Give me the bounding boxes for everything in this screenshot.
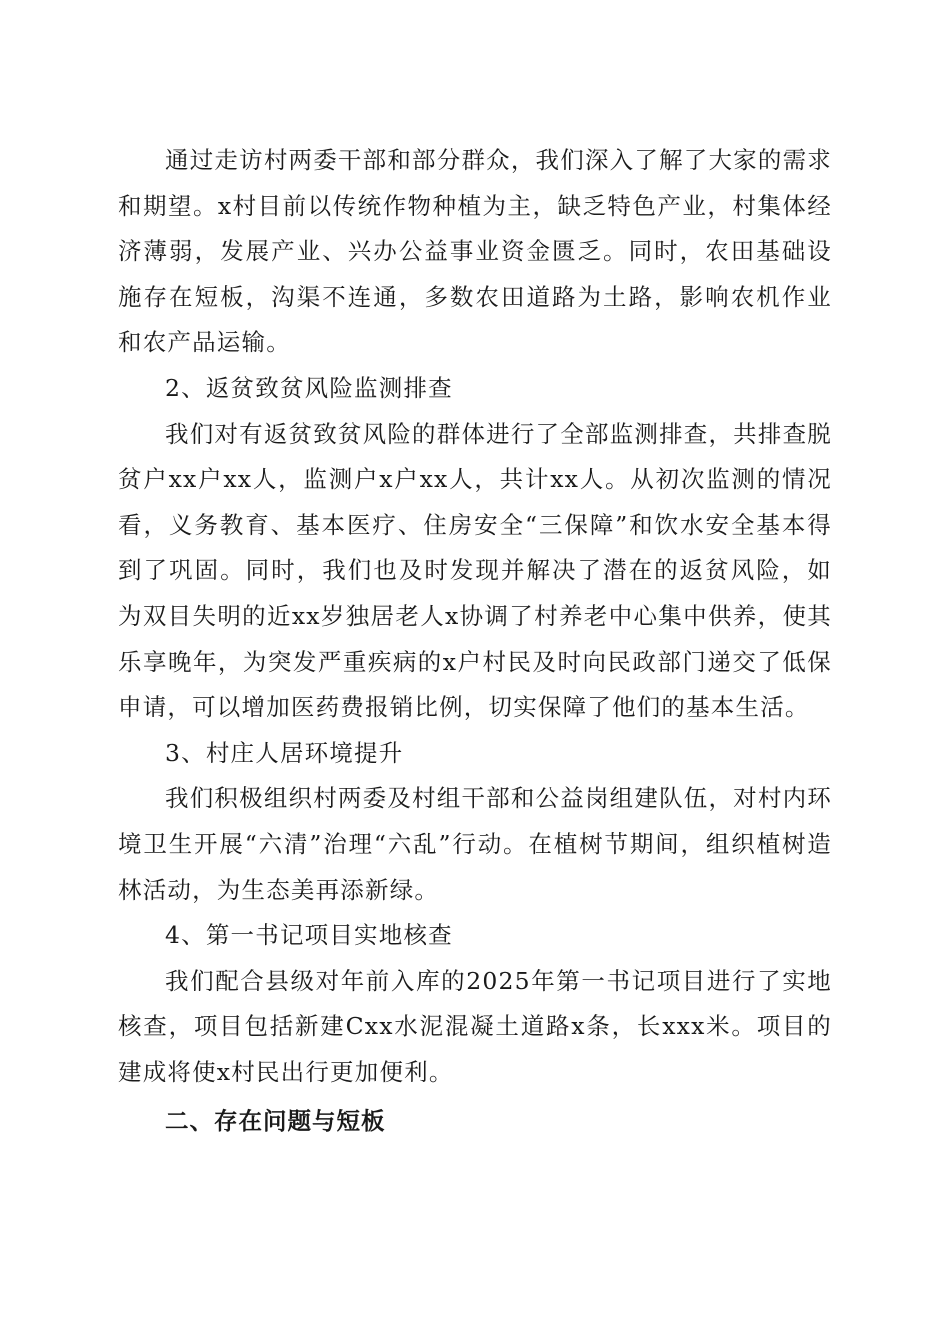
paragraph-project-inspection: 我们配合县级对年前入库的2025年第一书记项目进行了实地核查，项目包括新建Cxx水泥混凝土道路x条，长xxx米。项目的建成将使x村民出行更加便利。	[118, 966, 832, 1086]
paragraph-poverty-monitoring: 我们对有返贫致贫风险的群体进行了全部监测排查，共排查脱贫户xx户xx人，监测户x户xx人，共计xx人。从初次监测的情况看，义务教育、基本医疗、住房安全“三保障”和饮水安全基本得到了巩固。同时，我们也及时发现并解决了潜在的返贫风险，如为双目失明的近xx岁独居老人x协调了村养老中心集中供养，使其乐享晚年，为突发严重疾病的x户村民及时向民政部门递交了低保申请，可以增加医药费报销比例，切实保障了他们的基本生活。	[118, 419, 832, 722]
subheading-project-inspection: 4、第一书记项目实地核查	[165, 921, 453, 950]
paragraph-living-environment: 我们积极组织村两委及村组干部和公益岗组建队伍，对村内环境卫生开展“六清”治理“六乱”行动。在植树节期间，组织植树造林活动，为生态美再添新绿。	[118, 784, 832, 904]
subheading-living-environment: 3、村庄人居环境提升	[165, 738, 404, 767]
document-body	[118, 138, 832, 1145]
paragraph-needs-survey: 通过走访村两委干部和部分群众，我们深入了解了大家的需求和期望。x村目前以传统作物种植为主，缺乏特色产业，村集体经济薄弱，发展产业、兴办公益事业资金匮乏。同时，农田基础设施存在短板，沟渠不连通，多数农田道路为土路，影响农机作业和农产品运输。	[118, 146, 832, 357]
section-heading-problems: 二、存在问题与短板	[165, 1107, 386, 1136]
subheading-poverty-monitoring: 2、返贫致贫风险监测排查	[165, 373, 453, 402]
